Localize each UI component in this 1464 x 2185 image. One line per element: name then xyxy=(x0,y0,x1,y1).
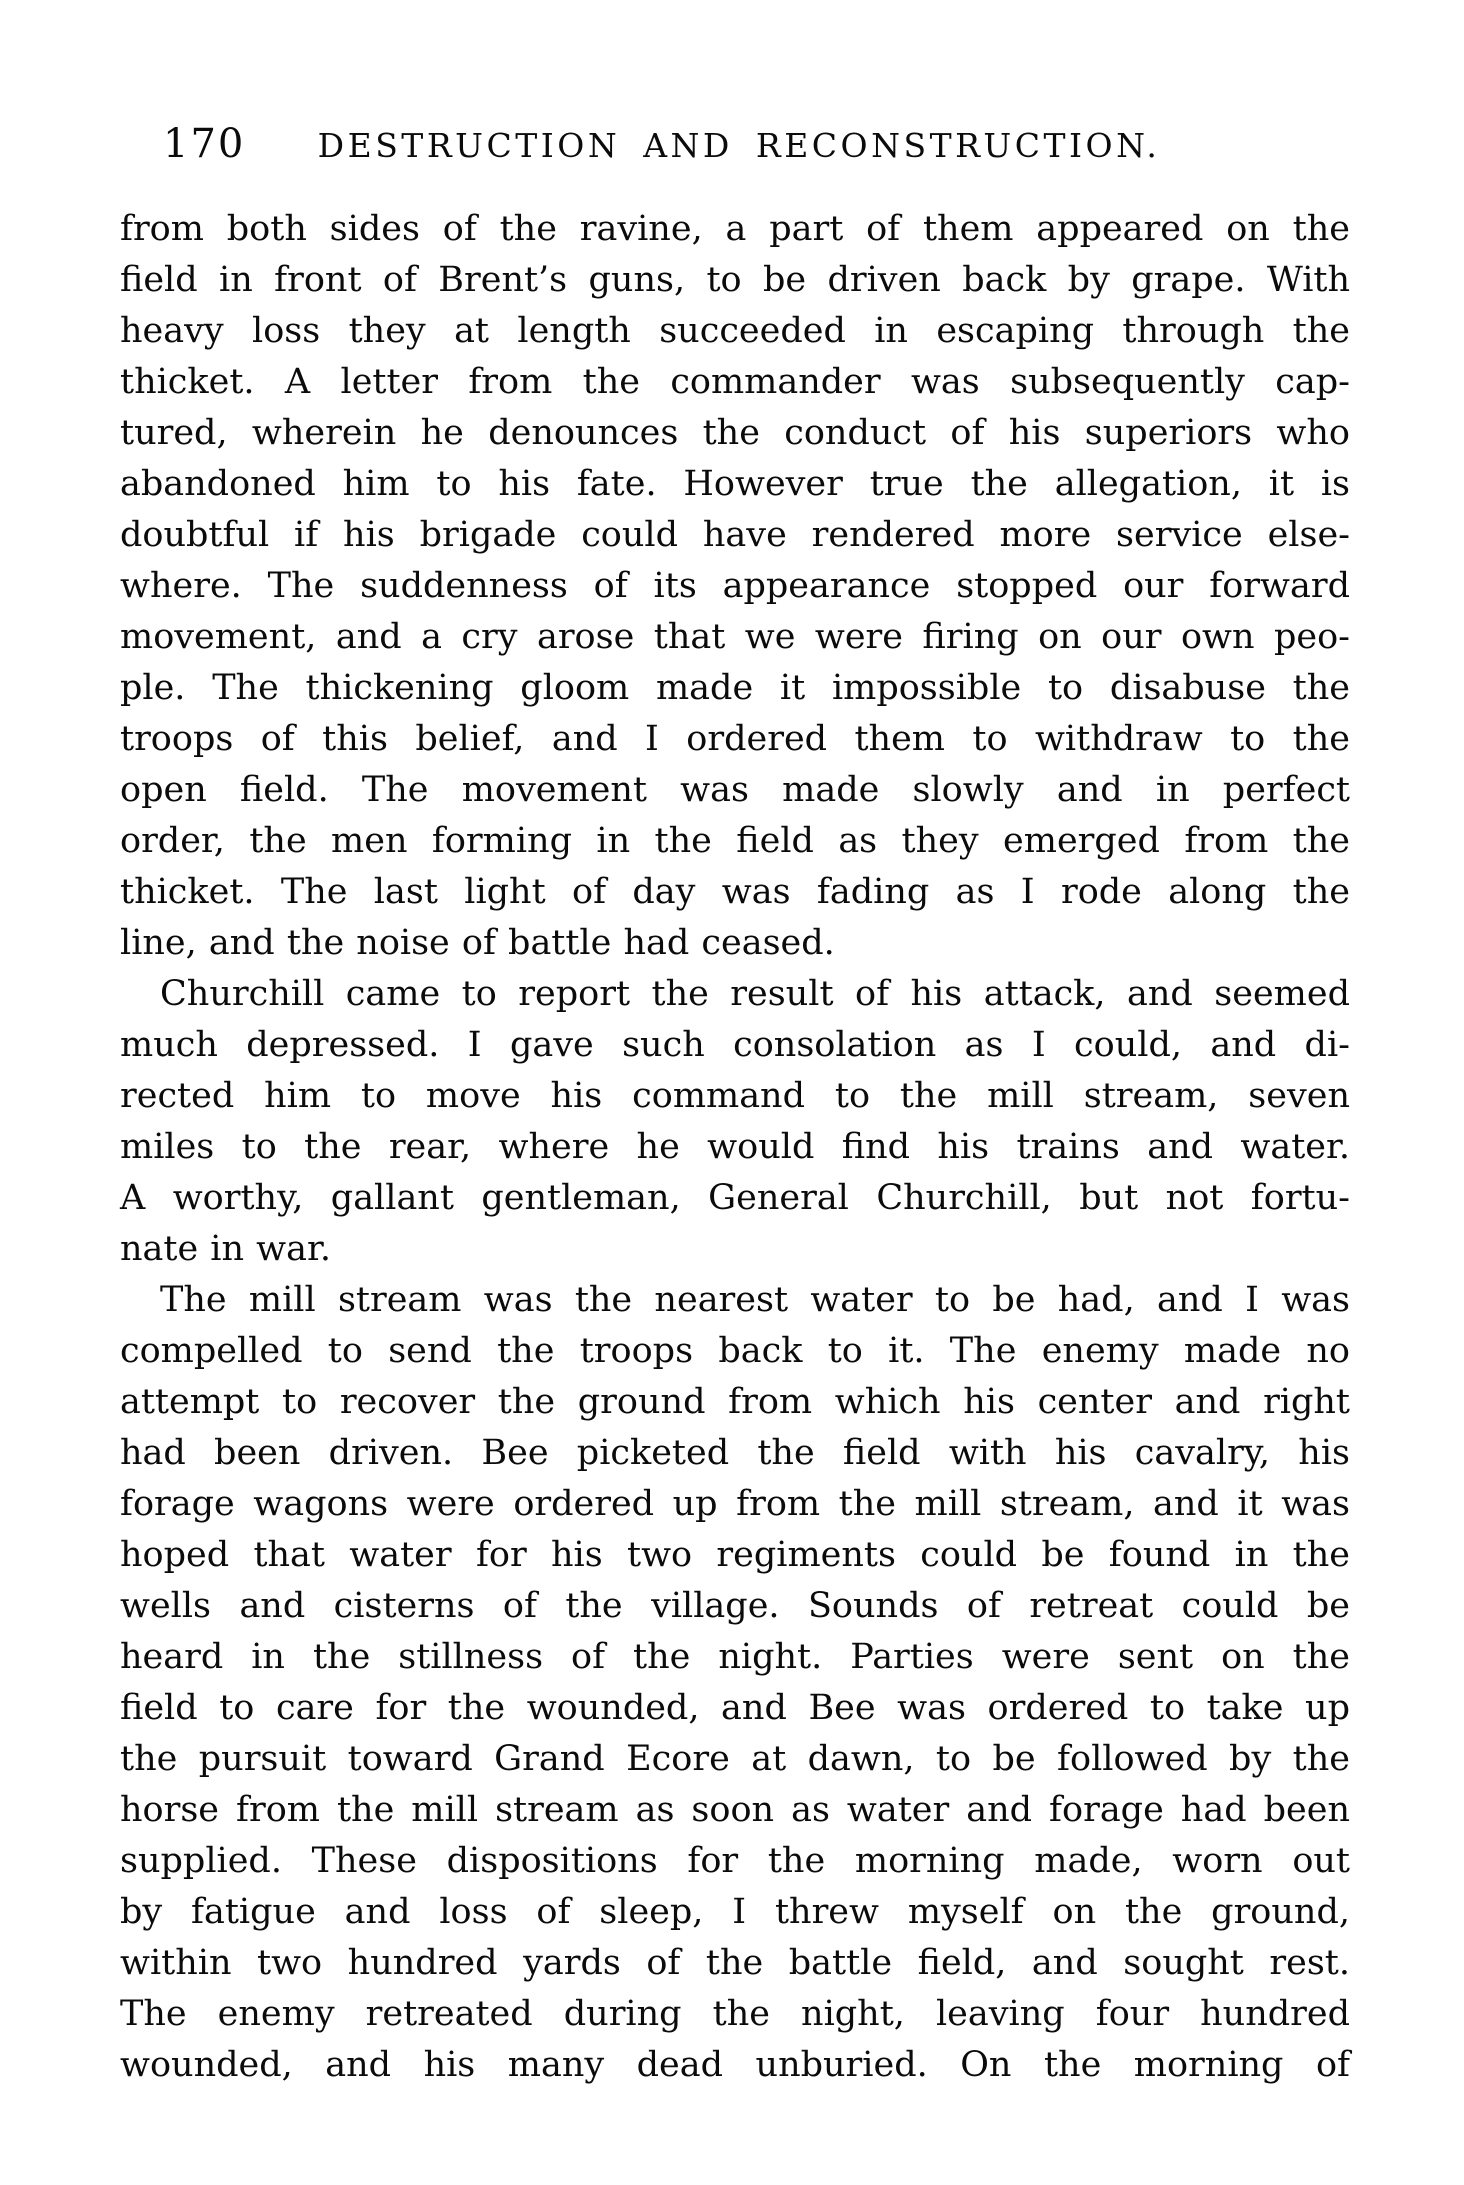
text-line: thicket. A letter from the commander was subsequently cap- xyxy=(120,362,1350,402)
text-line: forage wagons were ordered up from the mill stream, and it was xyxy=(120,1484,1350,1524)
text-line: supplied. These dispositions for the morning made, worn out xyxy=(120,1841,1350,1881)
text-line: doubtful if his brigade could have rendered more service else- xyxy=(120,515,1350,555)
text-line: field in front of Brent’s guns, to be driven back by grape. With xyxy=(120,260,1350,300)
text-line: rected him to move his command to the mill stream, seven xyxy=(120,1076,1350,1116)
text-line: ple. The thickening gloom made it impossible to disabuse the xyxy=(120,668,1350,708)
text-line: wells and cisterns of the village. Sounds of retreat could be xyxy=(120,1586,1350,1626)
text-line: The enemy retreated during the night, leaving four hundred xyxy=(120,1994,1350,2034)
text-line: line, and the noise of battle had ceased. xyxy=(120,923,835,963)
text-line: compelled to send the troops back to it. The enemy made no xyxy=(120,1331,1350,1371)
text-line: order, the men forming in the field as they emerged from the xyxy=(120,821,1350,861)
text-line: open field. The movement was made slowly and in perfect xyxy=(120,770,1350,810)
text-line: A worthy, gallant gentleman, General Churchill, but not fortu- xyxy=(120,1178,1350,1218)
text-line: from both sides of the ravine, a part of them appeared on the xyxy=(120,209,1350,249)
text-line: movement, and a cry arose that we were firing on our own peo- xyxy=(120,617,1350,657)
text-line: troops of this belief, and I ordered them to withdraw to the xyxy=(120,719,1350,759)
text-line: where. The suddenness of its appearance stopped our forward xyxy=(120,566,1350,606)
text-line: heard in the stillness of the night. Parties were sent on the xyxy=(120,1637,1350,1677)
text-line: heavy loss they at length succeeded in escaping through the xyxy=(120,311,1350,351)
running-title: DESTRUCTION AND RECONSTRUCTION. xyxy=(317,126,1161,165)
text-line: the pursuit toward Grand Ecore at dawn, to be followed by the xyxy=(120,1739,1350,1779)
text-line: miles to the rear, where he would find his trains and water. xyxy=(120,1127,1350,1167)
text-line: hoped that water for his two regiments could be found in the xyxy=(120,1535,1350,1575)
text-line: tured, wherein he denounces the conduct of his superiors who xyxy=(120,413,1350,453)
page-body xyxy=(120,204,1350,2091)
text-line: wounded, and his many dead unburied. On the morning of xyxy=(120,2045,1350,2085)
text-line: by fatigue and loss of sleep, I threw myself on the ground, xyxy=(120,1892,1350,1932)
text-line: had been driven. Bee picketed the field with his cavalry, his xyxy=(120,1433,1350,1473)
text-line: attempt to recover the ground from which his center and right xyxy=(120,1382,1350,1422)
text-line: nate in war. xyxy=(120,1229,332,1269)
page-header xyxy=(0,120,1464,172)
text-line: within two hundred yards of the battle field, and sought rest. xyxy=(120,1943,1350,1983)
text-line: The mill stream was the nearest water to be had, and I was xyxy=(160,1280,1350,1320)
text-line: abandoned him to his fate. However true the allegation, it is xyxy=(120,464,1350,504)
page-number: 170 xyxy=(163,121,246,167)
text-line: field to care for the wounded, and Bee was ordered to take up xyxy=(120,1688,1350,1728)
text-line: much depressed. I gave such consolation as I could, and di- xyxy=(120,1025,1350,1065)
text-line: thicket. The last light of day was fading as I rode along the xyxy=(120,872,1350,912)
text-line: horse from the mill stream as soon as water and forage had been xyxy=(120,1790,1350,1830)
text-line: Churchill came to report the result of his attack, and seemed xyxy=(160,974,1350,1014)
